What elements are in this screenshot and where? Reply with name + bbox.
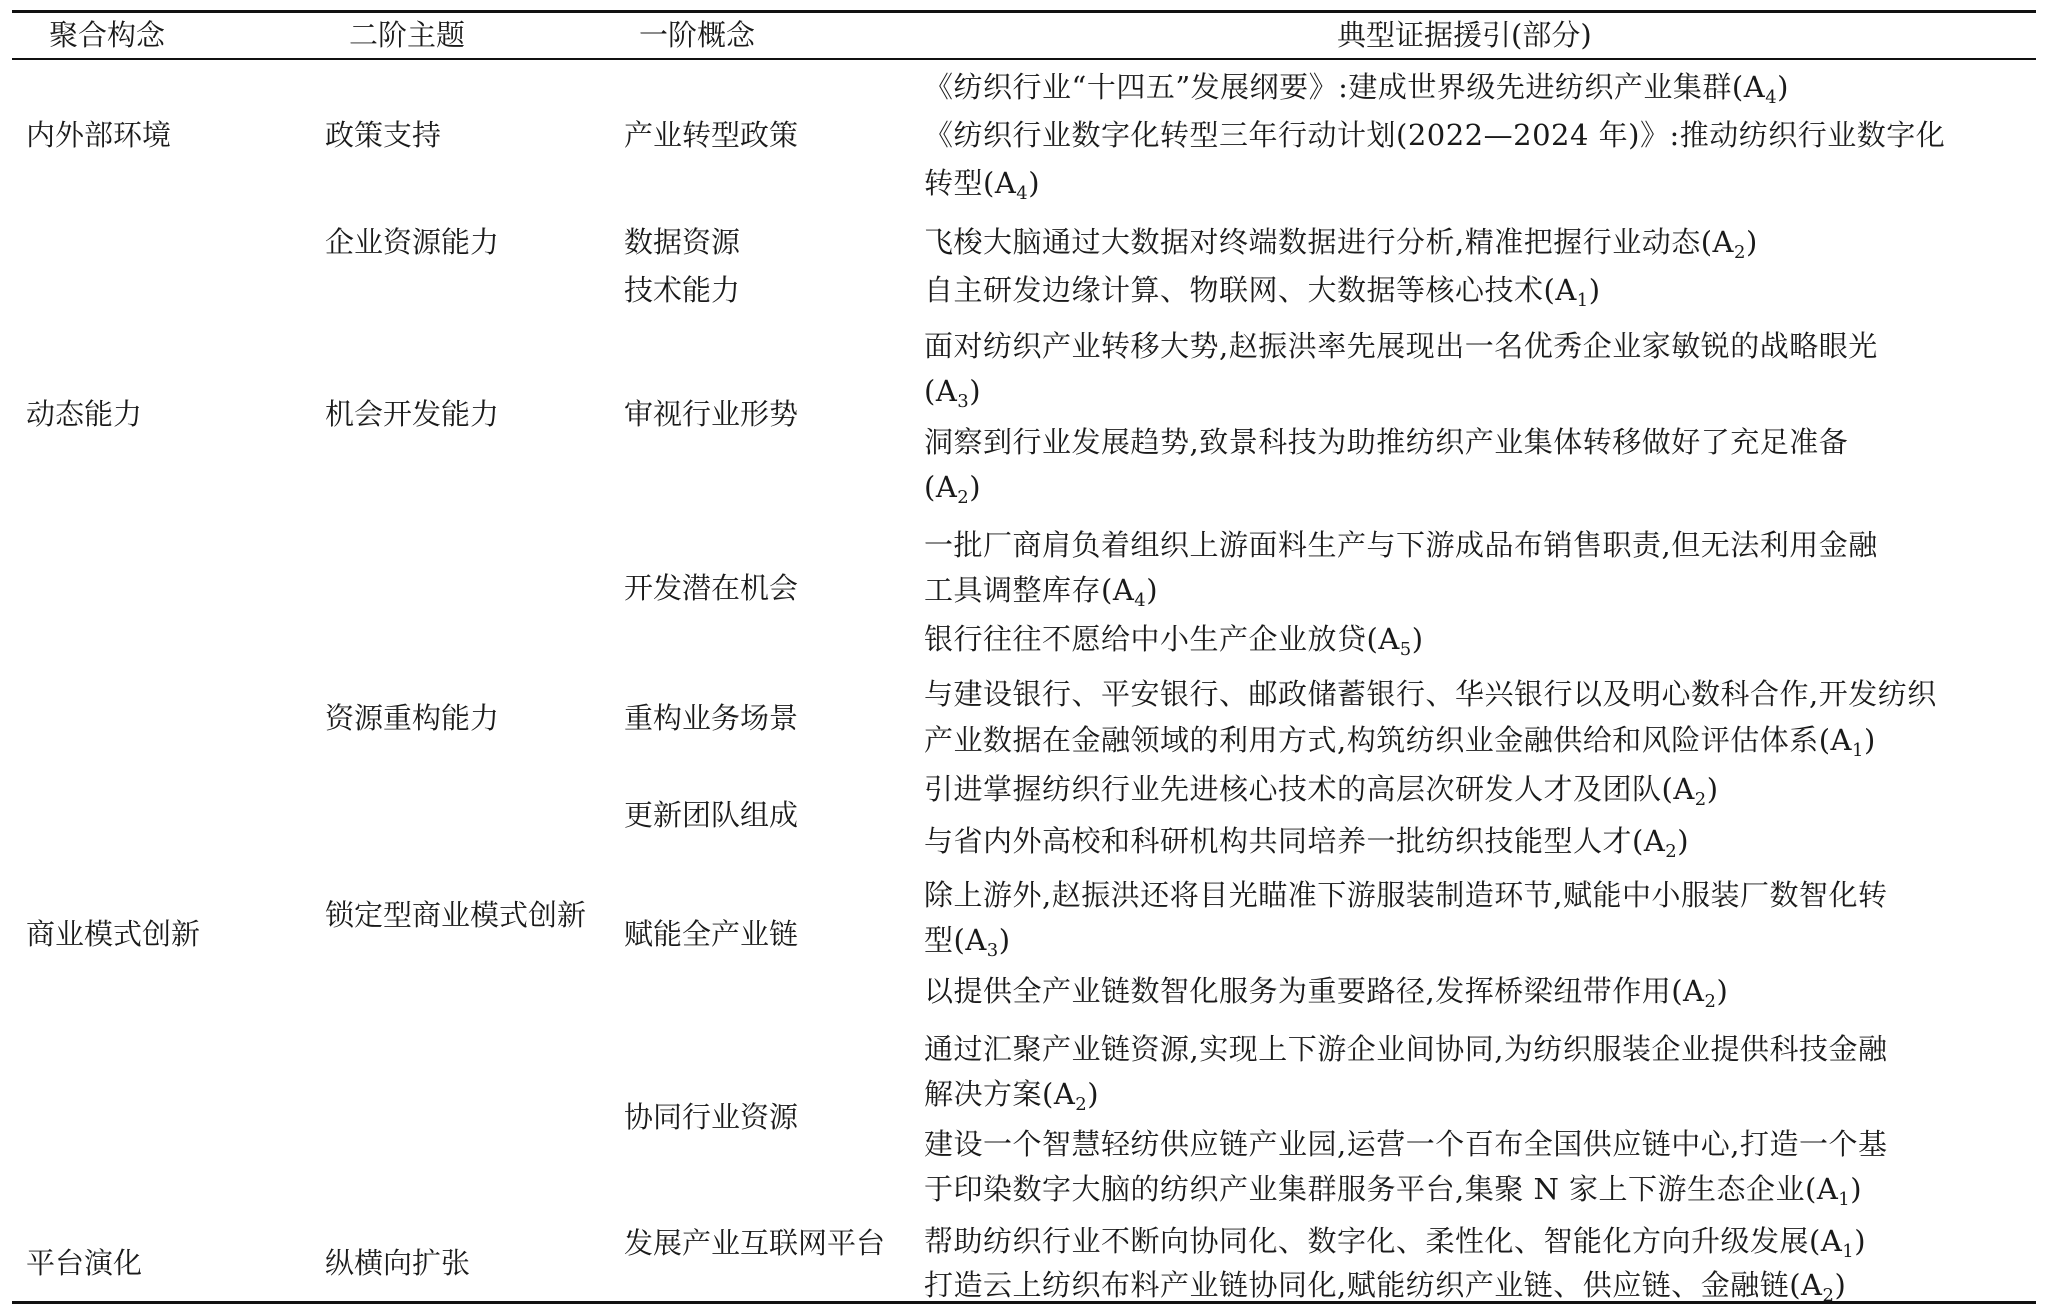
concept-transform-policy: 产业转型政策	[624, 118, 799, 152]
construct-dynamic: 动态能力	[26, 397, 143, 431]
evidence-line: 产业数据在金融领域的利用方式,构筑纺织业金融供给和风险评估体系$(A_1)$	[924, 723, 1876, 761]
evidence-line: 以提供全产业链数智化服务为重要路径,发挥桥梁纽带作用$(A_2)$	[924, 974, 1729, 1012]
theme-reconstruct: 资源重构能力	[325, 701, 500, 735]
evidence-line: $(A_2)$	[924, 470, 982, 508]
evidence-table	[12, 10, 2036, 1304]
evidence-line: 工具调整库存$(A_4)$	[924, 573, 1159, 611]
construct-platform: 平台演化	[26, 1246, 143, 1280]
evidence-line: 型$(A_3)$	[924, 923, 1011, 961]
evidence-line: 面对纺织产业转移大势,赵振洪率先展现出一名优秀企业家敏锐的战略眼光	[924, 329, 1878, 363]
table-top-rule	[12, 10, 2036, 13]
concept-rebuild-scenario: 重构业务场景	[624, 701, 799, 735]
concept-develop-opportunity: 开发潜在机会	[624, 571, 799, 605]
concept-update-team: 更新团队组成	[624, 798, 799, 832]
evidence-line: 洞察到行业发展趋势,致景科技为助推纺织产业集体转移做好了充足准备	[924, 425, 1849, 459]
evidence-line: 解决方案$(A_2)$	[924, 1077, 1100, 1115]
concept-tech-capability: 技术能力	[624, 273, 741, 307]
evidence-line: 打造云上纺织布料产业链协同化,赋能纺织产业链、供应链、金融链$(A_2)$	[924, 1268, 1847, 1306]
theme-lockin: 锁定型商业模式创新	[325, 898, 587, 932]
evidence-line: 飞梭大脑通过大数据对终端数据进行分析,精准把握行业动态$(A_2)$	[924, 225, 1758, 263]
evidence-line: 《纺织行业数字化转型三年行动计划(2022—2024 年)》:推动纺织行业数字化	[924, 118, 1946, 152]
evidence-line: 于印染数字大脑的纺织产业集群服务平台,集聚 N 家上下游生态企业$(A_1)$	[924, 1172, 1863, 1210]
header-first-order-concept: 一阶概念	[639, 18, 756, 52]
evidence-line: 《纺织行业“十四五”发展纲要》:建成世界级先进纺织产业集群$(A_4)$	[924, 70, 1789, 108]
evidence-line: 转型$(A_4)$	[924, 166, 1041, 204]
evidence-line: 建设一个智慧轻纺供应链产业园,运营一个百布全国供应链中心,打造一个基	[924, 1127, 1888, 1161]
theme-opportunity: 机会开发能力	[325, 397, 500, 431]
concept-empower-chain: 赋能全产业链	[624, 917, 799, 951]
header-aggregate-construct: 聚合构念	[49, 18, 166, 52]
evidence-line: 通过汇聚产业链资源,实现上下游企业间协同,为纺织服装企业提供科技金融	[924, 1032, 1888, 1066]
theme-resource: 企业资源能力	[325, 225, 500, 259]
header-second-order-theme: 二阶主题	[349, 18, 466, 52]
concept-synergy: 协同行业资源	[624, 1100, 799, 1134]
concept-data-resource: 数据资源	[624, 225, 741, 259]
evidence-line: 自主研发边缘计算、物联网、大数据等核心技术$(A_1)$	[924, 273, 1601, 311]
evidence-line: 一批厂商肩负着组织上游面料生产与下游成品布销售职责,但无法利用金融	[924, 528, 1878, 562]
theme-expand: 纵横向扩张	[325, 1246, 471, 1280]
evidence-line: 与建设银行、平安银行、邮政储蓄银行、华兴银行以及明心数科合作,开发纺织	[924, 677, 1937, 711]
evidence-line: $(A_3)$	[924, 374, 982, 412]
table-header-rule	[12, 58, 2036, 60]
construct-env: 内外部环境	[26, 118, 172, 152]
evidence-line: 引进掌握纺织行业先进核心技术的高层次研发人才及团队$(A_2)$	[924, 772, 1719, 810]
header-typical-evidence: 典型证据援引(部分)	[1337, 18, 1592, 52]
theme-policy: 政策支持	[325, 118, 442, 152]
construct-business-model: 商业模式创新	[26, 917, 201, 951]
concept-platform: 发展产业互联网平台	[624, 1226, 886, 1260]
evidence-line: 除上游外,赵振洪还将目光瞄准下游服装制造环节,赋能中小服装厂数智化转	[924, 878, 1888, 912]
evidence-line: 帮助纺织行业不断向协同化、数字化、柔性化、智能化方向升级发展$(A_1)$	[924, 1224, 1867, 1262]
evidence-line: 银行往往不愿给中小生产企业放贷$(A_5)$	[924, 622, 1424, 660]
evidence-line: 与省内外高校和科研机构共同培养一批纺织技能型人才$(A_2)$	[924, 824, 1690, 862]
concept-review-industry: 审视行业形势	[624, 397, 799, 431]
